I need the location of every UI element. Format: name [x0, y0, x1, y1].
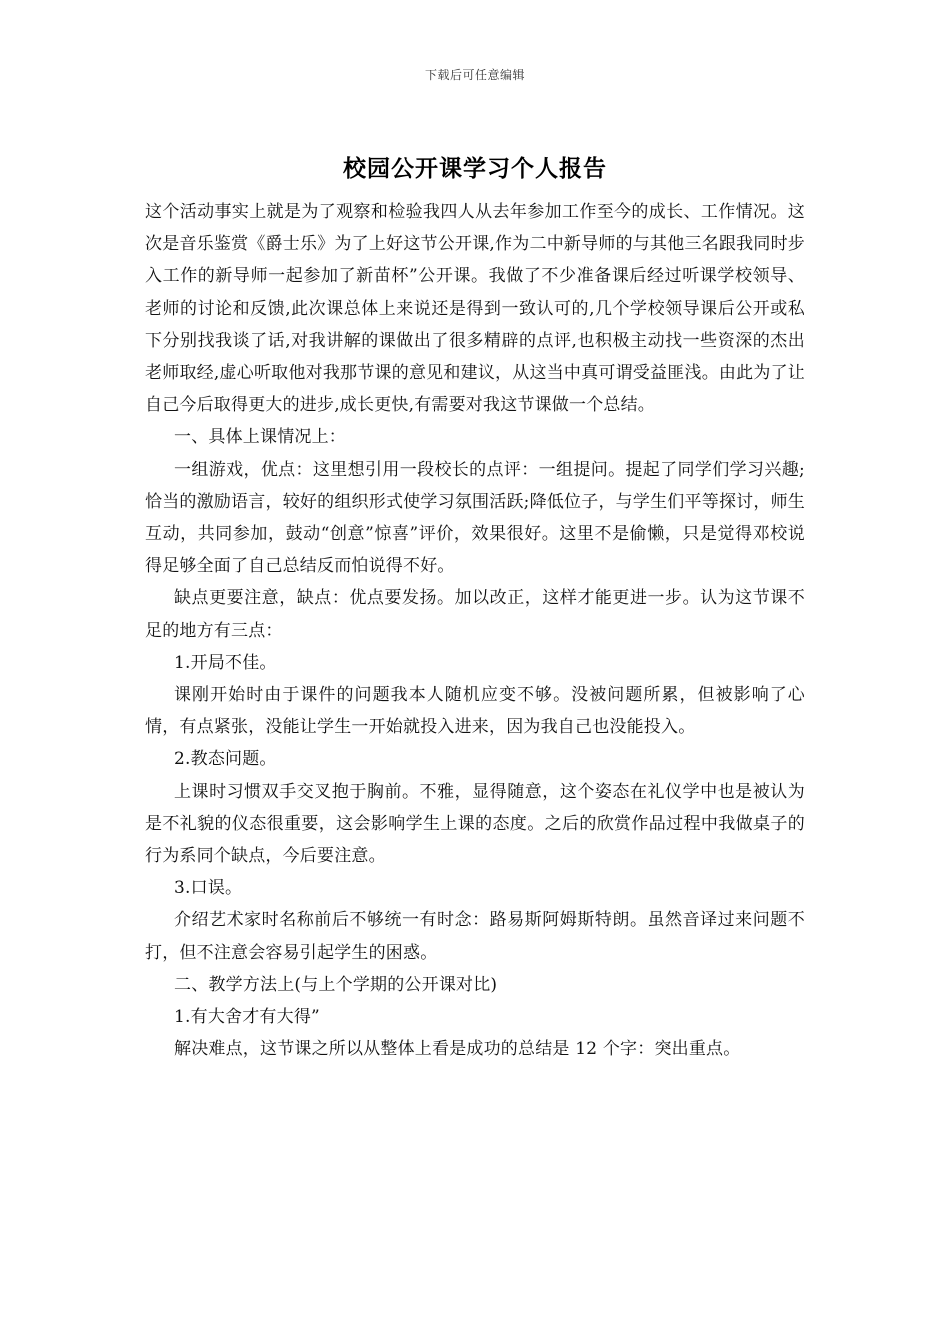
paragraph-intro: 这个活动事实上就是为了观察和检验我四人从去年参加工作至今的成长、工作情况。这次是音乐鉴赏《爵士乐》为了上好这节公开课,作为二中新导师的与其他三名跟我同时步入工作的新导师一起参加了新苗杯”公开课。我做了不少准备课后经过听课学校领导、老师的讨论和反馈,此次课总体上来说还是得到一致认可的,几个学校领导课后公开或私下分别找我谈了话,对我讲解的课做出了很多精辟的点评,也积极主动找一些资深的杰出老师取经,虚心听取他对我那节课的意见和建议，从这当中真可谓受益匪浅。由此为了让自己今后取得更大的进步,成长更快,有需要对我这节课做一个总结。: [145, 202, 805, 416]
paragraph-strengths: 一组游戏，优点：这里想引用一段校长的点评：一组提问。提起了同学们学习兴趣;恰当的激励语言，较好的组织形式使学习氛围活跃;降低位子，与学生们平等探讨，师生互动，共同参加，鼓动“创意”惊喜”评价，效果很好。这里不是偷懒，只是觉得邓校说得足够全面了自己总结反而怕说得不好。: [145, 459, 805, 577]
document-body: [145, 196, 805, 1065]
paragraph-weaknesses: 缺点更要注意，缺点：优点要发扬。加以改正，这样才能更进一步。认为这节课不足的地方有三点：: [145, 588, 805, 641]
subheading-method-1: 1.有大舍才有大得”: [174, 1007, 320, 1028]
subheading-1: 1.开局不佳。: [174, 652, 277, 673]
section-heading-2: 二、教学方法上(与上个学期的公开课对比): [174, 974, 498, 995]
section-heading-1: 一、具体上课情况上：: [174, 427, 346, 448]
page-title: 校园公开课学习个人报告: [343, 155, 607, 182]
header-note: 下载后可任意编辑: [424, 68, 525, 82]
paragraph-slip: 介绍艺术家时名称前后不够统一有时念：路易斯阿姆斯特朗。虽然音译过来问题不打，但不注意会容易引起学生的困惑。: [145, 910, 805, 963]
subheading-2: 2.教态问题。: [174, 749, 277, 770]
paragraph-method: 解决难点，这节课之所以从整体上看是成功的总结是 12 个字：突出重点。: [174, 1039, 741, 1060]
paragraph-opening: 课刚开始时由于课件的问题我本人随机应变不够。没被问题所累，但被影响了心情，有点紧张，没能让学生一开始就投入进来，因为我自己也没能投入。: [145, 685, 805, 738]
paragraph-posture: 上课时习惯双手交叉抱于胸前。不雅，显得随意，这个姿态在礼仪学中也是被认为是不礼貌的仪态很重要，这会影响学生上课的态度。之后的欣赏作品过程中我做桌子的行为系同个缺点，今后要注意。: [145, 781, 805, 867]
subheading-3: 3.口误。: [174, 878, 243, 899]
